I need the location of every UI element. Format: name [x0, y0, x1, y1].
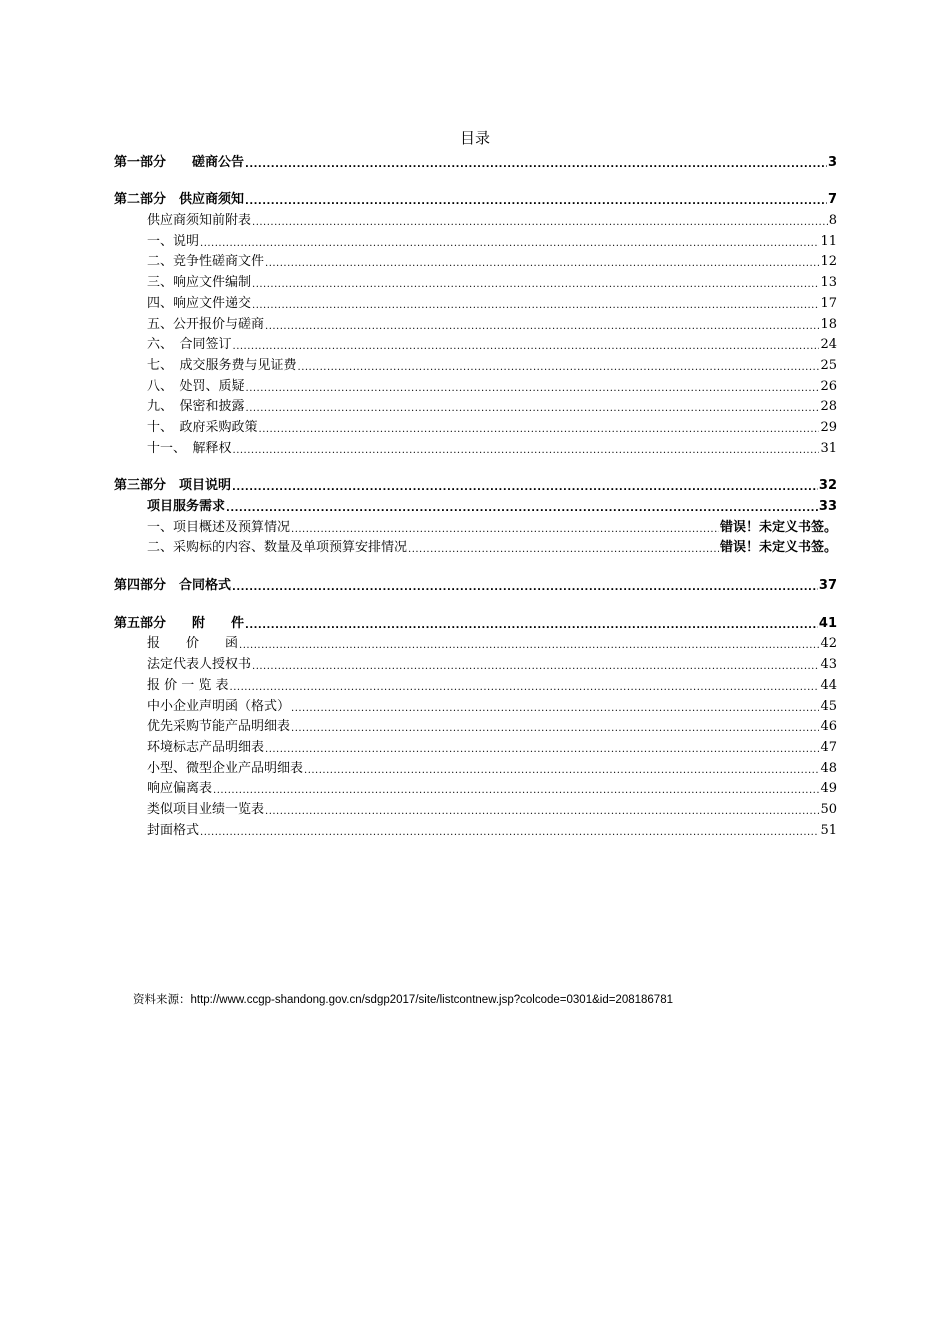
- toc-entry-label: 报 价 函: [147, 636, 239, 652]
- toc-entry-label: 项目服务需求: [147, 499, 226, 514]
- toc-entry[interactable]: [114, 208, 837, 229]
- dot-leader: [200, 238, 819, 250]
- dot-leader: [245, 159, 827, 171]
- dot-leader: [226, 503, 818, 515]
- toc-entry[interactable]: [114, 652, 837, 673]
- toc-entry-page: 错误！未定义书签。: [719, 519, 837, 535]
- toc-entry-label: 报 价 一 览 表: [147, 677, 229, 693]
- toc-entry-page: 33: [818, 499, 837, 514]
- dot-leader: [265, 744, 819, 756]
- toc-entry-label: 六、 合同签订: [147, 337, 232, 353]
- toc-entry-page: 42: [820, 636, 837, 652]
- toc-entry-page: 3: [827, 154, 837, 170]
- toc-entry-label: 八、 处罚、质疑: [147, 378, 245, 394]
- toc-entry-page: 50: [820, 801, 837, 817]
- toc-entry[interactable]: [114, 395, 837, 416]
- toc-entry[interactable]: [114, 333, 837, 354]
- toc-entry-label: 四、响应文件递交: [147, 295, 252, 311]
- toc-entry-label: 七、 成交服务费与见证费: [147, 357, 297, 373]
- toc-part-entry[interactable]: [114, 474, 837, 495]
- table-of-contents: [114, 150, 837, 839]
- toc-part-entry[interactable]: [114, 611, 837, 632]
- dot-leader: [252, 217, 828, 229]
- toc-entry[interactable]: [114, 735, 837, 756]
- toc-entry-label: 封面格式: [147, 822, 200, 838]
- toc-title: 目录: [459, 129, 490, 147]
- dot-leader: [298, 362, 820, 374]
- toc-entry-label: 十、 政府采购政策: [147, 419, 258, 435]
- dot-leader: [291, 524, 719, 536]
- toc-entry[interactable]: [114, 436, 837, 457]
- toc-entry-label: 小型、微型企业产品明细表: [147, 760, 304, 776]
- dot-leader: [213, 785, 819, 797]
- toc-entry[interactable]: [114, 270, 837, 291]
- toc-entry-label: 一、项目概述及预算情况: [147, 519, 291, 535]
- toc-entry-page: 28: [820, 399, 837, 415]
- toc-entry-label: 二、采购标的内容、数量及单项预算安排情况: [147, 540, 408, 556]
- dot-leader: [232, 482, 818, 494]
- toc-entry-label: 第五部分 附 件: [114, 615, 245, 631]
- dot-leader: [304, 765, 819, 777]
- toc-entry-page: 29: [820, 419, 837, 435]
- dot-leader: [245, 620, 818, 632]
- toc-entry-page: 11: [820, 233, 837, 249]
- toc-entry[interactable]: [114, 374, 837, 395]
- toc-entry-page: 32: [818, 478, 837, 494]
- toc-entry-page: 12: [820, 254, 837, 270]
- toc-entry-page: 7: [827, 192, 837, 208]
- toc-entry[interactable]: [114, 756, 837, 777]
- dot-leader: [291, 703, 819, 715]
- dot-leader: [245, 196, 827, 208]
- dot-leader: [246, 383, 820, 395]
- toc-entry-page: 13: [820, 275, 837, 291]
- toc-entry[interactable]: [114, 250, 837, 271]
- toc-entry-label: 环境标志产品明细表: [147, 739, 265, 755]
- toc-entry-label: 第二部分 供应商须知: [114, 192, 245, 208]
- toc-entry[interactable]: [114, 818, 837, 839]
- dot-leader: [230, 682, 820, 694]
- toc-entry-page: 49: [820, 781, 837, 797]
- dot-leader: [233, 341, 820, 353]
- dot-leader: [246, 403, 820, 415]
- dot-leader: [239, 640, 819, 652]
- toc-entry-page: 48: [820, 760, 837, 776]
- toc-entry-page: 45: [820, 698, 837, 714]
- toc-entry-page: 47: [820, 739, 837, 755]
- dot-leader: [265, 321, 819, 333]
- toc-entry[interactable]: [114, 353, 837, 374]
- toc-entry-label: 供应商须知前附表: [147, 213, 252, 229]
- toc-entry-label: 一、说明: [147, 233, 200, 249]
- toc-part-entry[interactable]: [114, 150, 837, 171]
- toc-entry-page: 46: [820, 719, 837, 735]
- toc-entry-page: 31: [820, 440, 837, 456]
- source-note: 资料来源：http://www.ccgp-shandong.gov.cn/sdgp2017/site/listcontnew.jsp?colcode=0301&id=208186781: [133, 994, 673, 1006]
- toc-entry-page: 24: [820, 337, 837, 353]
- toc-entry-label: 五、公开报价与磋商: [147, 316, 265, 332]
- toc-entry[interactable]: [114, 494, 837, 515]
- toc-entry[interactable]: [114, 415, 837, 436]
- toc-entry-page: 18: [820, 316, 837, 332]
- dot-leader: [233, 445, 820, 457]
- toc-entry-label: 三、响应文件编制: [147, 275, 252, 291]
- dot-leader: [259, 424, 820, 436]
- toc-entry[interactable]: [114, 229, 837, 250]
- toc-entry-page: 43: [820, 657, 837, 673]
- toc-entry-page: 错误！未定义书签。: [719, 540, 837, 556]
- dot-leader: [252, 279, 819, 291]
- toc-entry[interactable]: [114, 715, 837, 736]
- toc-entry-page: 17: [820, 295, 837, 311]
- dot-leader: [408, 544, 719, 556]
- dot-leader: [265, 258, 819, 270]
- toc-entry-page: 37: [818, 578, 837, 594]
- dot-leader: [232, 582, 818, 594]
- dot-leader: [200, 827, 819, 839]
- toc-entry-label: 第四部分 合同格式: [114, 578, 232, 594]
- toc-entry-page: 41: [818, 615, 837, 631]
- toc-entry[interactable]: [114, 673, 837, 694]
- toc-entry-page: 25: [820, 357, 837, 373]
- toc-entry-page: 26: [820, 378, 837, 394]
- toc-entry-label: 十一、 解释权: [147, 440, 232, 456]
- toc-entry-label: 中小企业声明函（格式）: [147, 698, 291, 714]
- toc-entry[interactable]: [114, 797, 837, 818]
- toc-entry-page: 51: [820, 822, 837, 838]
- toc-entry-page: 8: [828, 213, 837, 229]
- toc-entry-label: 类似项目业绩一览表: [147, 801, 265, 817]
- toc-entry[interactable]: [114, 777, 837, 798]
- toc-part-entry[interactable]: [114, 188, 837, 209]
- toc-entry[interactable]: [114, 515, 837, 536]
- toc-entry-page: 44: [820, 677, 837, 693]
- toc-entry[interactable]: [114, 632, 837, 653]
- toc-entry-label: 响应偏离表: [147, 781, 213, 797]
- toc-entry[interactable]: [114, 291, 837, 312]
- toc-entry-label: 法定代表人授权书: [147, 657, 252, 673]
- toc-entry[interactable]: [114, 536, 837, 557]
- toc-entry-label: 优先采购节能产品明细表: [147, 719, 291, 735]
- dot-leader: [265, 806, 819, 818]
- toc-entry[interactable]: [114, 312, 837, 333]
- toc-entry-label: 二、竞争性磋商文件: [147, 254, 265, 270]
- toc-entry-label: 九、 保密和披露: [147, 399, 245, 415]
- dot-leader: [291, 723, 819, 735]
- toc-part-entry[interactable]: [114, 573, 837, 594]
- toc-entry[interactable]: [114, 694, 837, 715]
- toc-entry-label: 第三部分 项目说明: [114, 478, 232, 494]
- dot-leader: [252, 300, 819, 312]
- toc-entry-label: 第一部分 磋商公告: [114, 154, 245, 170]
- dot-leader: [252, 661, 819, 673]
